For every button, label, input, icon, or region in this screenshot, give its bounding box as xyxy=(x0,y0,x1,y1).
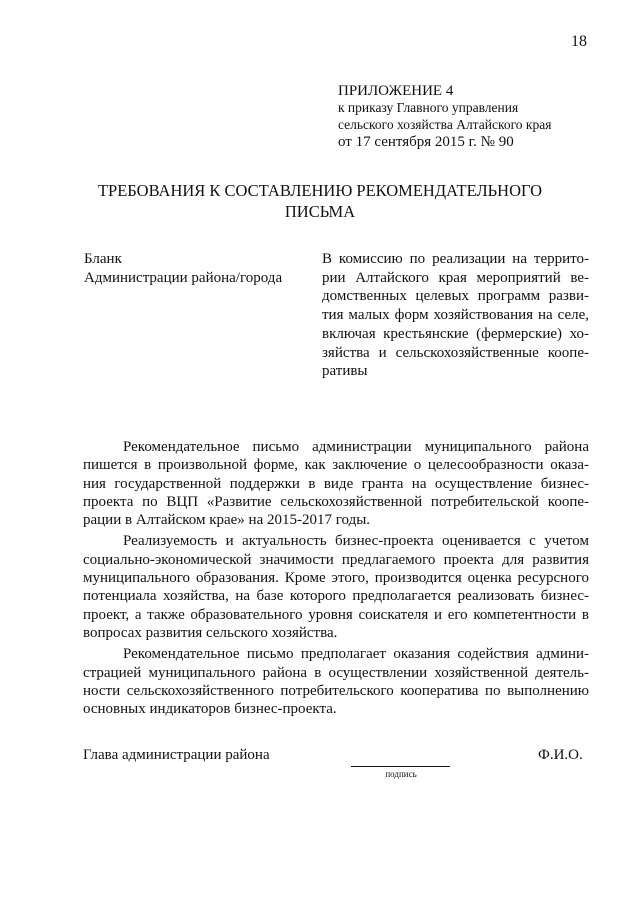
body-line: Рекомендательное письмо администрации муниципального района xyxy=(123,439,589,455)
appendix-order-ref-cont: сельского хозяйства Алтайского края xyxy=(338,117,552,132)
body-paragraph-3 xyxy=(83,645,589,718)
appendix-header xyxy=(338,82,618,152)
body-text xyxy=(83,438,589,721)
body-line: проект, а также образовательного уровня соискателя и его компетентности в xyxy=(83,606,589,623)
body-line: вопросах развития сельского хозяйства. xyxy=(83,624,338,641)
appendix-title: ПРИЛОЖЕНИЕ 4 xyxy=(338,83,454,99)
letterhead-block xyxy=(84,250,314,288)
body-line: Реализуемость и актуальность бизнес-проекта оценивается с учетом xyxy=(123,533,589,550)
document-title-line-1: ТРЕБОВАНИЯ К СОСТАВЛЕНИЮ РЕКОМЕНДАТЕЛЬНОГО xyxy=(97,181,543,200)
appendix-order-date: от 17 сентября 2015 г. № 90 xyxy=(338,134,514,150)
body-line: страцией муниципального района в осуществлении хозяйственной деятель- xyxy=(83,664,589,681)
addressee-line: включая крестьянские (фермерские) хо- xyxy=(322,325,589,342)
signature-line xyxy=(351,766,450,767)
signatory-name: Ф.И.О. xyxy=(538,747,583,763)
body-line: Рекомендательное письмо предполагает оказания содействия админи- xyxy=(123,646,589,663)
addressee-line: домственных целевых программ разви- xyxy=(322,288,589,305)
document-title-line-2: ПИСЬМА xyxy=(284,202,356,221)
page-number: 18 xyxy=(571,33,587,50)
addressee-line: зяйства и сельскохозяйственные коопе- xyxy=(322,344,589,361)
addressee-line: ративы xyxy=(322,363,368,380)
addressee-line: В комиссию по реализации на террито- xyxy=(322,251,589,267)
body-paragraph-1 xyxy=(83,438,589,529)
body-line: ния государственной поддержки в виде гранта на осуществление бизнес- xyxy=(83,475,589,492)
body-line: потенциала хозяйства, на базе которого предполагается реализовать бизнес- xyxy=(83,588,589,605)
addressee-line: рии Алтайского края мероприятий ве- xyxy=(322,269,589,286)
addressee-line: тия малых форм хозяйствования на селе, xyxy=(322,307,589,324)
letterhead-line-1: Бланк xyxy=(84,251,122,267)
body-line: проекта по ВЦП «Развитие сельскохозяйственной потребительской коопе- xyxy=(83,493,589,510)
signature-caption: подпись xyxy=(385,769,417,779)
document-title xyxy=(80,180,560,222)
appendix-order-ref: к приказу Главного управления xyxy=(338,100,519,115)
signatory-position: Глава администрации района xyxy=(83,747,270,763)
addressee-block xyxy=(322,250,589,381)
body-line: ности сельскохозяйственного потребительского кооператива по выполнению xyxy=(83,682,589,699)
body-paragraph-2 xyxy=(83,532,589,642)
body-line: пишется в произвольной форме, как заключение о целесообразности оказа- xyxy=(83,457,589,474)
body-line: основных индикаторов бизнес-проекта. xyxy=(83,701,337,718)
body-line: муниципального образования. Кроме этого, производится оценка ресурсного xyxy=(83,570,589,587)
letterhead-line-2: Администрации района/города xyxy=(84,270,283,286)
body-line: рации в Алтайском крае» на 2015-2017 годы. xyxy=(83,512,371,529)
body-line: социально-экономической значимости предлагаемого проекта для развития xyxy=(83,551,589,568)
